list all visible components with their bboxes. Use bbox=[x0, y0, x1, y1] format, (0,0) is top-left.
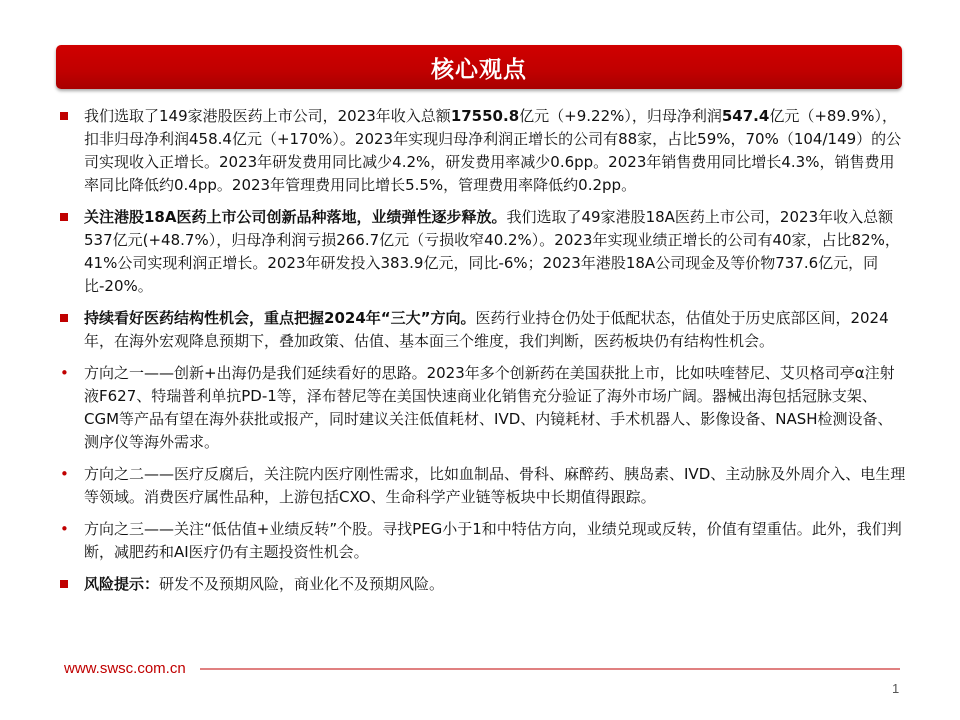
body-text: 方向之一——创新+出海仍是我们延续看好的思路。2023年多个创新药在美国获批上市，比如呋喹替尼、艾贝格司亭α注射液F627、特瑞普利单抗PD-1等，泽布替尼等在美国快速商业化销售充分验证了海外市场广阔。器械出海包括冠脉支架、CGM等产品有望在海外获批或报产，同时建议关注低值耗材、IVD、内镜耗材、手术机器人、影像设备、NASH检测设备、测序仪等海外需求。 bbox=[84, 364, 895, 451]
paragraph-2 bbox=[58, 206, 906, 298]
square-bullet-icon bbox=[60, 213, 68, 221]
footer-divider bbox=[200, 664, 900, 674]
body-text: 我们选取了149家港股医药上市公司，2023年收入总额 bbox=[84, 107, 451, 125]
dot-bullet-icon: • bbox=[60, 364, 69, 382]
bold-text: 17550.8 bbox=[450, 107, 520, 125]
body-text: 亿元（+9.22%），归母净利润 bbox=[519, 107, 722, 125]
title-banner bbox=[56, 45, 902, 89]
square-bullet-icon bbox=[60, 580, 68, 588]
bold-text: 风险提示： bbox=[84, 575, 160, 593]
bold-text: 关注港股18A医药上市公司创新品种落地，业绩弹性逐步释放。 bbox=[84, 208, 507, 226]
body-text: 医药行业持仓仍处于低配状态，估值处于历史底部区间，2024年，在海外宏观降息预期下，叠加政策、估值、基本面三个维度，我们判断，医药板块仍有结构性机会。 bbox=[84, 309, 889, 350]
page-number: 1 bbox=[892, 681, 900, 696]
square-bullet-icon bbox=[60, 112, 68, 120]
paragraph-7 bbox=[58, 573, 906, 596]
body-text: 方向之二——医疗反腐后，关注院内医疗刚性需求，比如血制品、骨科、麻醉药、胰岛素、IVD、主动脉及外周介入、电生理等领域。消费医疗属性品种，上游包括CXO、生命科学产业链等板块中长期值得跟踪。 bbox=[84, 465, 906, 506]
bold-text: 持续看好医药结构性机会，重点把握2024年“三大”方向。 bbox=[84, 309, 476, 327]
bold-text: 547.4 bbox=[721, 107, 770, 125]
body-text: 研发不及预期风险，商业化不及预期风险。 bbox=[159, 575, 445, 593]
page-title: 核心观点 bbox=[431, 56, 527, 83]
dot-bullet-icon: • bbox=[60, 520, 69, 538]
dot-bullet-icon: • bbox=[60, 465, 69, 483]
paragraph-1 bbox=[58, 105, 906, 197]
paragraph-3 bbox=[58, 307, 906, 353]
body-text: 方向之三——关注“低估值+业绩反转”个股。寻找PEG小于1和中特估方向，业绩兑现或反转，价值有望重估。此外，我们判断，减肥药和AI医疗仍有主题投资性机会。 bbox=[84, 520, 902, 561]
content-body bbox=[58, 105, 906, 605]
body-text: 亿元（+89.9%），扣非归母净利润458.4亿元（+170%）。2023年实现归母净利润正增长的公司有88家，占比59%，70%（104/149）的公司实现收入正增长。2023年研发费用同比减少4.2%，研发费用率减少0.6pp。2023年销售费用同比增长4.3%，销售费用率同比降低约0.4pp。2023年管理费用同比增长5.5%，管理费用率降低约0.2pp。 bbox=[84, 107, 902, 194]
paragraph-4 bbox=[58, 362, 906, 454]
paragraph-6 bbox=[58, 518, 906, 564]
body-text: 我们选取了49家港股18A医药上市公司，2023年收入总额537亿元(+48.7%），归母净利润亏损266.7亿元（亏损收窄40.2%）。2023年实现业绩正增长的公司有40家，占比82%，41%公司实现利润正增长。2023年研发投入383.9亿元，同比-6%；2023年港股18A公司现金及等价物737.6亿元，同比-20%。 bbox=[84, 208, 900, 295]
paragraph-5 bbox=[58, 463, 906, 509]
square-bullet-icon bbox=[60, 314, 68, 322]
footer-url[interactable]: www.swsc.com.cn bbox=[64, 660, 186, 677]
